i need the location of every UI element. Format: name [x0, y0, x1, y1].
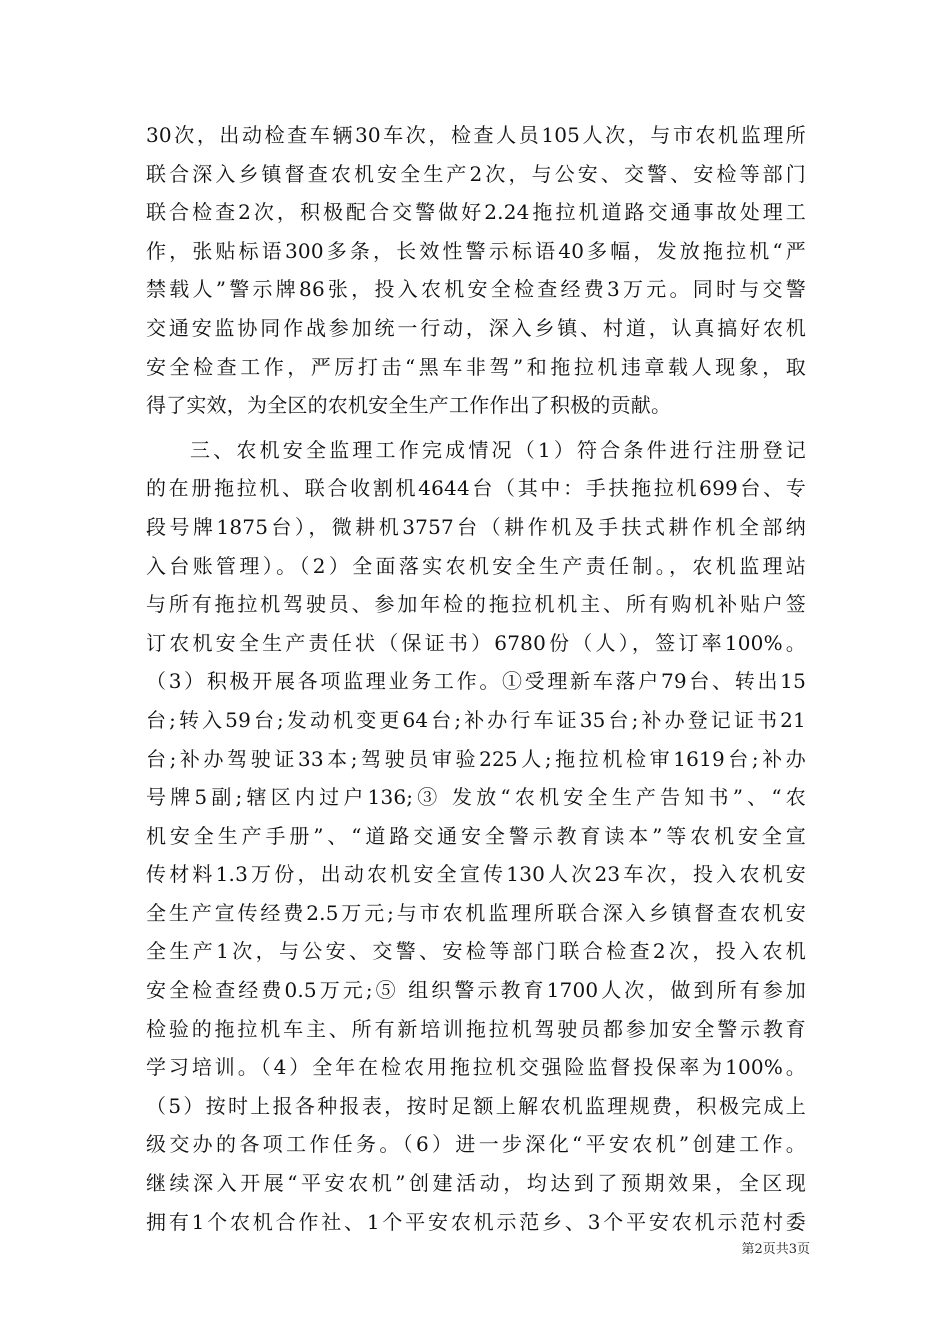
- text-line: 入台账管理）。（2）全面落实农机安全生产责任制。，农机监理站: [146, 553, 806, 578]
- text-line: 禁载人”警示牌86张，投入农机安全检查经费3万元。同时与交警: [146, 277, 806, 302]
- body-text: [146, 116, 806, 1241]
- text-line: 机安全生产手册”、“道路交通安全警示教育读本”等农机安全宣: [146, 823, 806, 848]
- text-line: 联合深入乡镇督查农机安全生产2次，与公安、交警、安检等部门: [146, 161, 806, 186]
- text-line: 传材料1.3万份，出动农机安全宣传130人次23车次，投入农机安: [146, 862, 806, 887]
- text-line: 台;补办驾驶证33本;驾驶员审验225人;拖拉机检审1619台;补办: [146, 746, 806, 771]
- text-line: 段号牌1875台），微耕机3757台（耕作机及手扶式耕作机全部纳: [146, 514, 806, 539]
- text-line: 安全检查工作，严厉打击“黑车非驾”和拖拉机违章载人现象，取: [146, 354, 806, 379]
- text-line: 30次，出动检查车辆30车次，检查人员105人次，与市农机监理所: [146, 123, 806, 147]
- text-line: 台;转入59台;发动机变更64台;补办行车证35台;补办登记证书21: [146, 707, 806, 732]
- text-line: （3）积极开展各项监理业务工作。①受理新车落户79台、转出15: [146, 669, 806, 694]
- text-line: 得了实效，为全区的农机安全生产工作作出了积极的贡献。: [146, 393, 672, 418]
- text-line: 号牌5副;辖区内过户136;③ 发放“农机安全生产告知书”、“农: [146, 785, 806, 810]
- text-line: 的在册拖拉机、联合收割机4644台（其中：手扶拖拉机699台、专: [146, 476, 806, 501]
- text-line: 继续深入开展“平安农机”创建活动，均达到了预期效果，全区现: [146, 1171, 806, 1196]
- text-line: 作，张贴标语300多条，长效性警示标语40多幅，发放拖拉机“严: [146, 238, 806, 263]
- text-line: 拥有1个农机合作社、1个平安农机示范乡、3个平安农机示范村委: [146, 1209, 806, 1234]
- text-line: 与所有拖拉机驾驶员、参加年检的拖拉机机主、所有购机补贴户签: [146, 592, 806, 617]
- paragraph-2: [146, 431, 806, 1241]
- text-line: 三、农机安全监理工作完成情况（1）符合条件进行注册登记: [190, 437, 806, 462]
- text-line: 联合检查2次，积极配合交警做好2.24拖拉机道路交通事故处理工: [146, 200, 806, 225]
- text-line: 交通安监协同作战参加统一行动，深入乡镇、村道，认真搞好农机: [146, 315, 806, 340]
- paragraph-1: [146, 116, 806, 425]
- text-line: （5）按时上报各种报表，按时足额上解农机监理规费，积极完成上: [146, 1093, 806, 1118]
- text-line: 全生产宣传经费2.5万元;与市农机监理所联合深入乡镇督查农机安: [146, 900, 806, 925]
- page-number: 第2页共3页: [741, 1242, 810, 1257]
- text-line: 订农机安全生产责任状（保证书）6780份（人），签订率100%。: [146, 630, 806, 655]
- text-line: 安全检查经费0.5万元;⑤ 组织警示教育1700人次，做到所有参加: [146, 978, 806, 1003]
- text-line: 检验的拖拉机车主、所有新培训拖拉机驾驶员都参加安全警示教育: [146, 1016, 806, 1041]
- text-line: 学习培训。（4）全年在检农用拖拉机交强险监督投保率为100%。: [146, 1055, 806, 1080]
- text-line: 级交办的各项工作任务。（6）进一步深化“平安农机”创建工作。: [146, 1132, 806, 1157]
- text-line: 全生产1次，与公安、交警、安检等部门联合检查2次，投入农机: [146, 939, 806, 964]
